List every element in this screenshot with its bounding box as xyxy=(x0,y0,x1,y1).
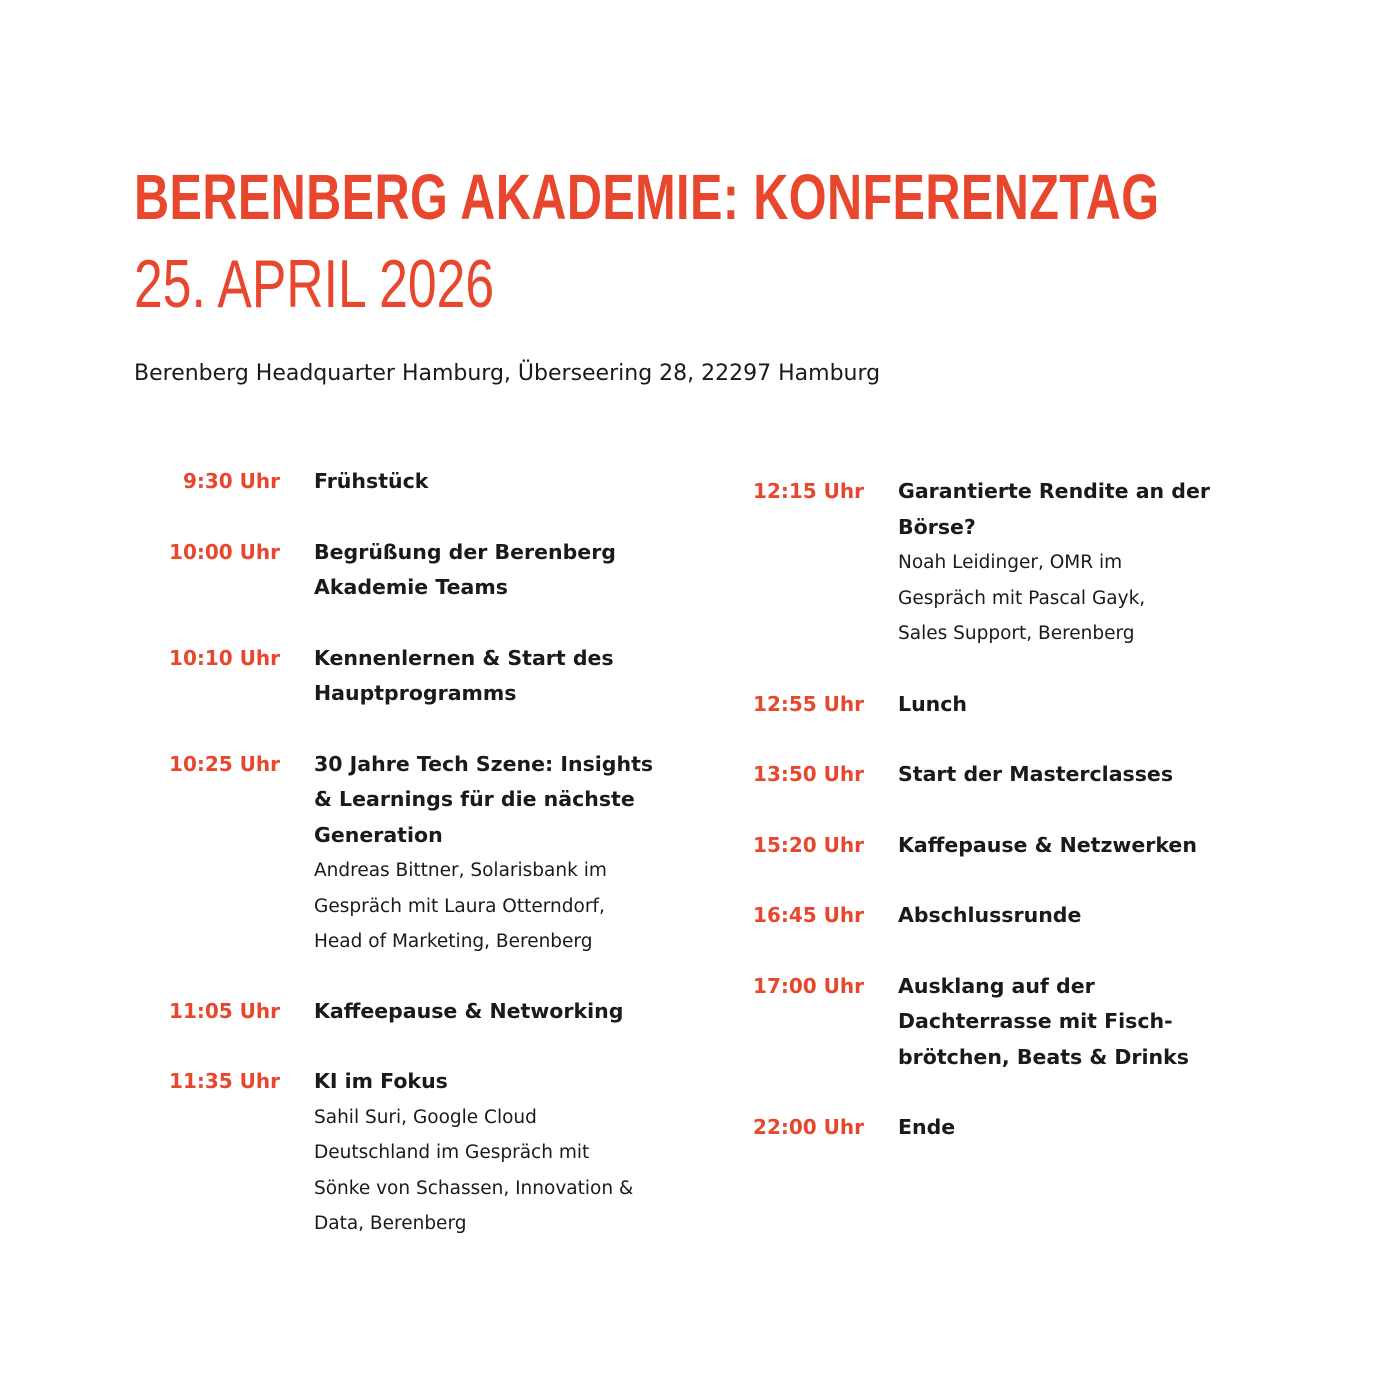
agenda-speaker-line: Data, Berenberg xyxy=(314,1213,467,1234)
agenda-time: 12:55 Uhr xyxy=(753,691,864,716)
agenda-content xyxy=(898,757,1258,793)
agenda-time: 12:15 Uhr xyxy=(753,479,864,503)
agenda-title-line: Start der Masterclasses xyxy=(898,762,1174,786)
agenda-item xyxy=(702,474,1262,652)
agenda-content xyxy=(898,898,1258,934)
agenda-title-line: Dachterrasse mit Fisch- xyxy=(898,1009,1173,1033)
agenda-title-line: Kaffeepause & Networking xyxy=(314,998,624,1023)
agenda-time: 11:05 Uhr xyxy=(169,998,280,1023)
agenda-time: 15:20 Uhr xyxy=(753,832,864,857)
agenda-content xyxy=(898,969,1258,1076)
agenda-content xyxy=(898,1110,1258,1146)
agenda-item xyxy=(702,687,1262,723)
agenda-title-line: Kennenlernen & Start des xyxy=(314,645,614,670)
agenda-title-line: Frühstück xyxy=(314,469,429,493)
agenda-speaker-line: Deutschland im Gespräch mit xyxy=(314,1142,590,1163)
agenda-title-line: Hauptprogramms xyxy=(314,681,517,705)
agenda-time: 10:10 Uhr xyxy=(169,645,280,670)
agenda-content xyxy=(314,641,674,712)
agenda-content xyxy=(314,535,674,606)
agenda-content xyxy=(898,474,1258,652)
agenda-speaker-line: Sahil Suri, Google Cloud xyxy=(314,1106,537,1128)
agenda-speaker-line: Sales Support, Berenberg xyxy=(898,623,1135,644)
agenda-title-line: Generation xyxy=(314,822,443,847)
agenda-item xyxy=(120,535,680,606)
agenda-speaker-line: Gespräch mit Laura Otterndorf, xyxy=(314,895,605,917)
agenda-title-line: 30 Jahre Tech Szene: Insights xyxy=(314,751,654,776)
event-date: 25. APRIL 2026 xyxy=(134,246,495,322)
schedule-column-left xyxy=(120,464,680,1242)
agenda-title-line: KI im Fokus xyxy=(314,1069,448,1093)
agenda-content xyxy=(314,464,674,500)
agenda-time: 10:00 Uhr xyxy=(169,539,280,564)
agenda-title-line: Ausklang auf der xyxy=(898,973,1095,998)
agenda-speaker-line: Sönke von Schassen, Innovation & xyxy=(314,1177,634,1199)
schedule-column-right xyxy=(702,474,1262,1146)
agenda-item xyxy=(120,994,680,1030)
agenda-item xyxy=(702,828,1262,864)
agenda-item xyxy=(702,969,1262,1076)
agenda-time: 22:00 Uhr xyxy=(753,1115,864,1139)
agenda-item xyxy=(702,757,1262,793)
agenda-content xyxy=(314,994,674,1030)
event-location: Berenberg Headquarter Hamburg, Überseering 28, 22297 Hamburg xyxy=(134,361,881,386)
agenda-content xyxy=(314,1064,674,1242)
agenda-content xyxy=(898,828,1258,864)
agenda-title-line: Kaffepause & Netzwerken xyxy=(898,832,1197,857)
agenda-item xyxy=(702,898,1262,934)
agenda-content xyxy=(898,687,1258,723)
agenda-time: 17:00 Uhr xyxy=(753,973,864,998)
agenda-title-line: Lunch xyxy=(898,691,967,716)
agenda-title-line: Börse? xyxy=(898,514,976,539)
agenda-item xyxy=(120,747,680,960)
agenda-title-line: Akademie Teams xyxy=(314,575,508,599)
agenda-time: 13:50 Uhr xyxy=(753,762,864,786)
agenda-speaker-line: Gespräch mit Pascal Gayk, xyxy=(898,587,1146,609)
agenda-time: 11:35 Uhr xyxy=(169,1069,280,1093)
agenda-title-line: brötchen, Beats & Drinks xyxy=(898,1044,1189,1069)
agenda-title-line: Abschlussrunde xyxy=(898,903,1082,927)
agenda-title-line: Begrüßung der Berenberg xyxy=(314,539,616,564)
agenda-time: 16:45 Uhr xyxy=(753,903,864,927)
agenda-item xyxy=(702,1110,1262,1146)
agenda-item xyxy=(120,1064,680,1242)
agenda-item xyxy=(120,641,680,712)
agenda-time: 10:25 Uhr xyxy=(169,751,280,776)
agenda-speaker-line: Head of Marketing, Berenberg xyxy=(314,931,593,952)
agenda-title-line: Garantierte Rendite an der xyxy=(898,479,1210,503)
agenda-title-line: Ende xyxy=(898,1115,956,1139)
agenda-content xyxy=(314,747,674,960)
agenda-speaker-line: Noah Leidinger, OMR im xyxy=(898,552,1123,573)
agenda-time: 9:30 Uhr xyxy=(182,469,280,493)
page-title: BERENBERG AKADEMIE: KONFERENZTAG xyxy=(134,161,1160,233)
agenda-item xyxy=(120,464,680,500)
agenda-speaker-line: Andreas Bittner, Solarisbank im xyxy=(314,860,607,881)
agenda-title-line: & Learnings für die nächste xyxy=(314,787,635,811)
